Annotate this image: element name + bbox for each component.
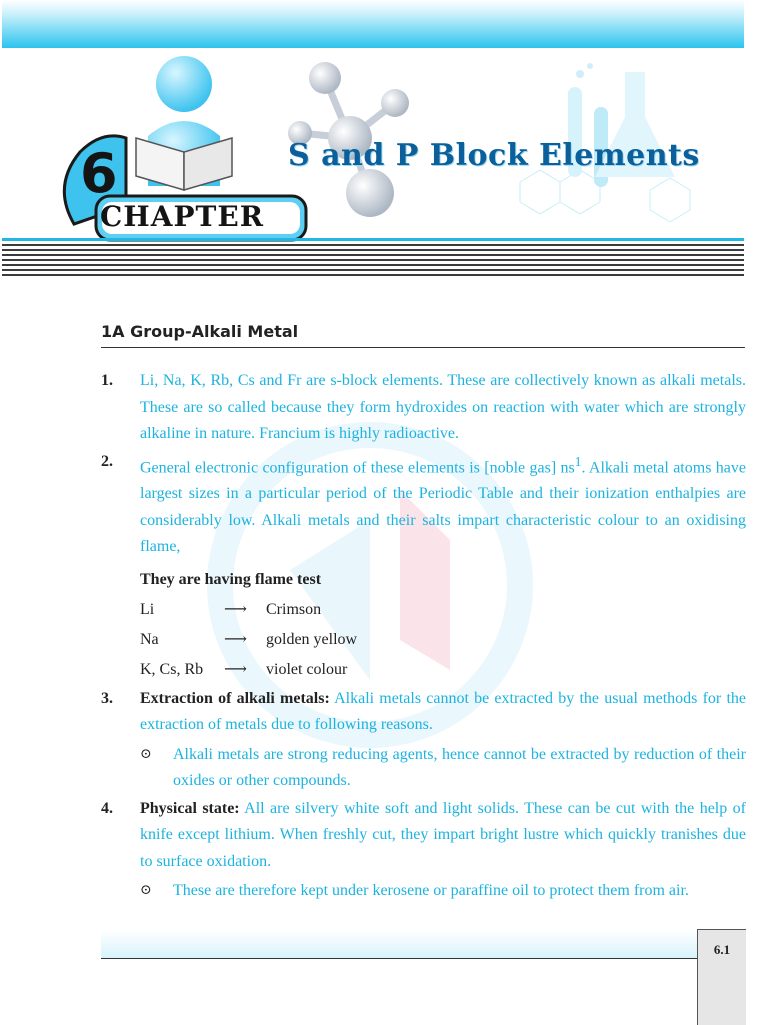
header-banner [2,0,744,48]
bullet-text: Alkali metals are strong reducing agents, hence cannot be extracted by reduction of their oxides or other compounds. [173,745,746,790]
item-number: 2. [101,452,113,470]
item-number: 1. [101,372,113,389]
flame-row [140,655,746,685]
list-item [101,686,746,795]
flame-colour: golden yellow [266,630,358,648]
item-text [140,796,746,876]
chapter-label: CHAPTER [100,200,264,233]
item-text-part: All are silvery white soft and light solids. These can be cut with the help of knife except lithium. When freshly cut, they impart bright lustre which quickly tranishes due to surface oxidation. [140,799,747,870]
arrow-icon: ⟶ [224,660,247,678]
list-item [101,449,746,685]
bullet-point [140,742,746,795]
flame-element: K, Cs, Rb [140,660,204,678]
bullet-point [140,878,746,905]
header-stripes [2,244,744,279]
item-text-part: Alkali metals cannot be extracted by the usual methods for the extraction of metals due to following reasons. [140,689,746,734]
chapter-number: 6 [80,142,118,205]
chapter-title: S and P Block Elements [288,138,700,173]
flame-heading: They are having flame test [140,570,322,588]
item-lead: Physical state: [140,799,240,817]
item-text-part: General electronic configuration of these elements is [noble gas] ns [140,458,575,476]
item-lead: Extraction of alkali metals: [140,689,330,707]
flame-row [140,595,746,625]
flame-colour: violet colour [266,660,348,678]
superscript: 1 [574,453,582,469]
footer-bar [101,930,697,958]
arrow-icon: ⟶ [224,600,247,618]
item-text-part: . Alkali metal atoms have largest sizes in a particular period of the Periodic Table and their ionization enthalpies are considerably low. Alkali metals and their salts impart characteristic colour to an oxidising flame, [140,458,746,556]
list-item [101,796,746,905]
footer-rule [101,958,697,959]
flame-row [140,625,746,655]
arrow-icon: ⟶ [224,630,247,648]
flame-element: Li [140,600,155,618]
flame-test [140,567,746,685]
page-number-box [697,929,746,1025]
section-heading: 1A Group-Alkali Metal [101,322,299,341]
flame-colour: Crimson [266,600,322,618]
item-text [140,449,746,561]
section-rule [101,347,745,348]
list-item [101,368,746,448]
flame-element: Na [140,630,159,648]
bullet-icon: ⊙ [140,746,152,762]
bullet-text: These are therefore kept under kerosene or paraffine oil to protect them from air. [173,882,689,900]
header-divider [2,238,744,241]
item-text: Li, Na, K, Rb, Cs and Fr are s-block elements. These are collectively known as alkali metals. These are so called because they form hydroxides on reaction with water which are strongly alkaline in nature. Francium is highly radioactive. [140,372,746,442]
page-number: 6.1 [713,942,731,957]
item-number: 3. [101,689,113,707]
content-body [101,368,746,906]
bullet-icon: ⊙ [140,883,152,899]
item-number: 4. [101,799,113,817]
item-text [140,686,746,739]
